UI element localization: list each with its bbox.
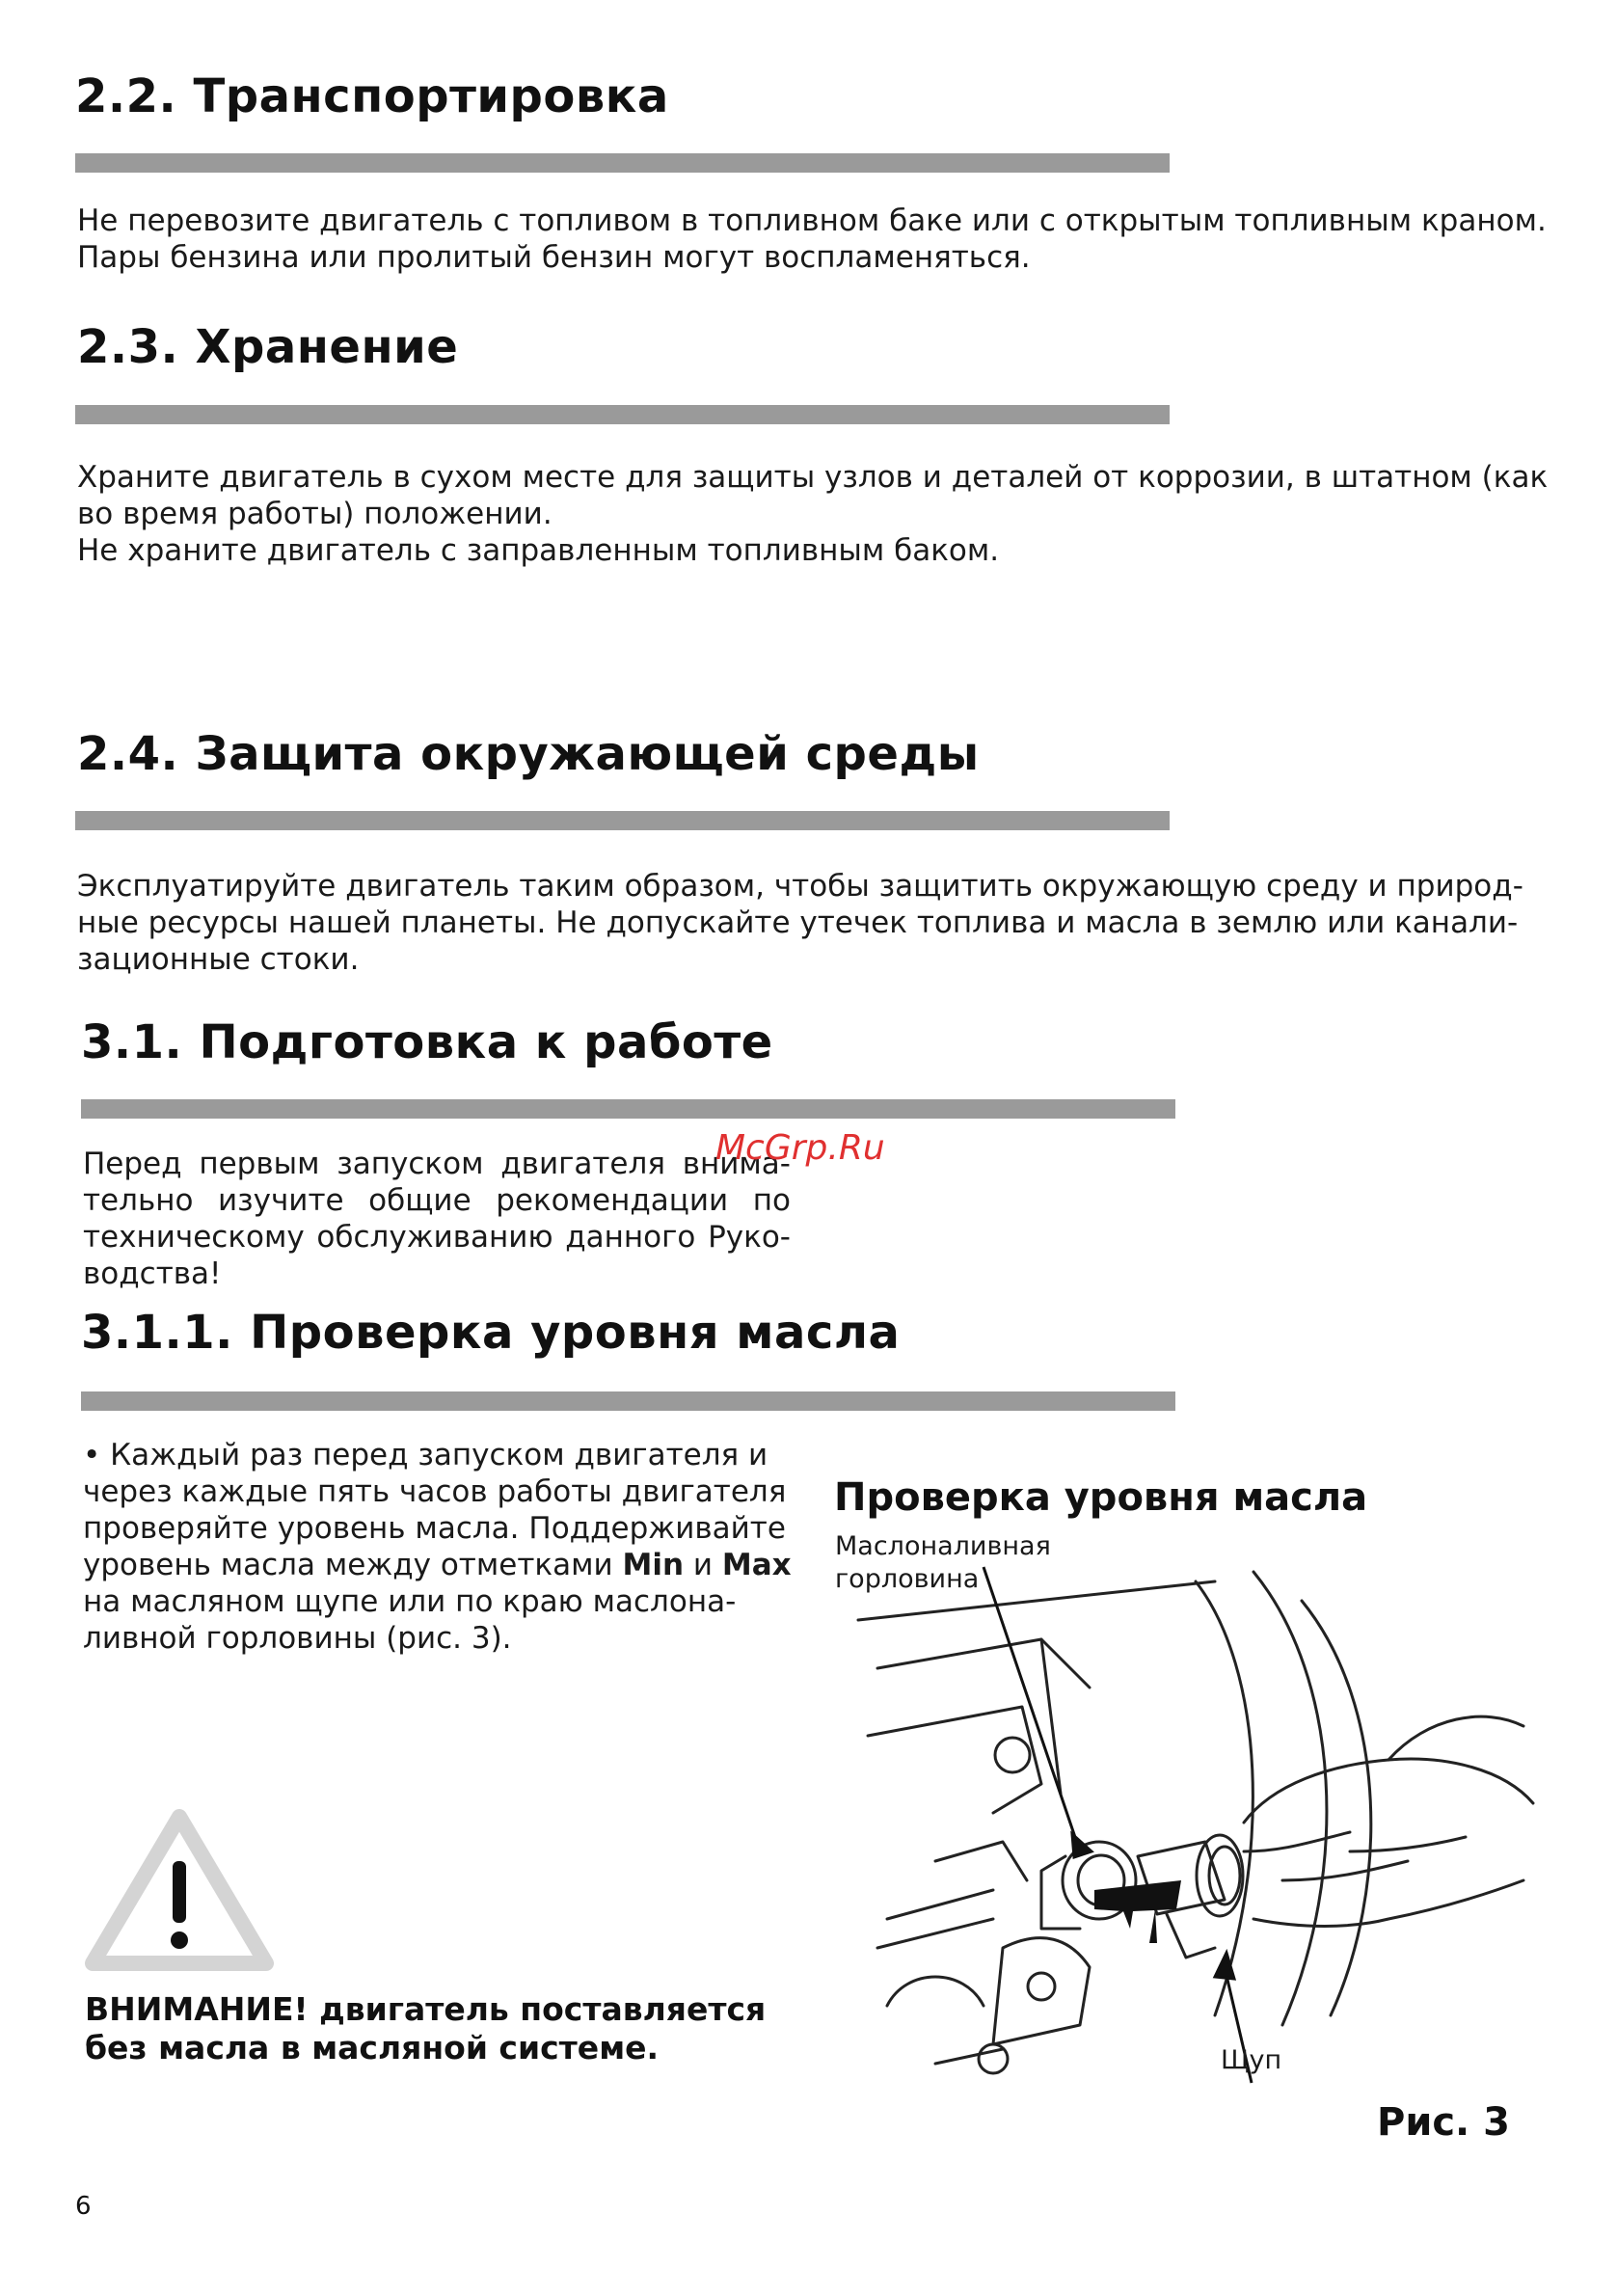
label-line: горловина — [835, 1564, 980, 1594]
text-line: на масляном щупе или по краю маслона- — [83, 1584, 737, 1619]
text-line: тельно изучите общие рекомендации по — [83, 1183, 791, 1218]
heading-preparation: 3.1. Подготовка к работе — [81, 1015, 773, 1069]
min-mark: Min — [622, 1548, 685, 1582]
heading-transport: 2.2. Транспортировка — [75, 69, 669, 123]
text-line: ливной горловины (рис. 3). — [83, 1621, 512, 1656]
heading-underline-bar — [81, 1099, 1175, 1119]
page-number: 6 — [75, 2192, 92, 2221]
heading-underline-bar — [75, 811, 1170, 830]
paragraph-oil-check — [83, 1437, 796, 1657]
figure-title: Проверка уровня масла — [834, 1475, 1368, 1520]
warning-text — [85, 1990, 766, 2067]
text-line: Не перевозите двигатель с топливом в топливном баке или с открытым топливным краном. — [77, 203, 1547, 238]
heading-underline-bar — [75, 405, 1170, 424]
text-line: проверяйте уровень масла. Поддерживайте — [83, 1511, 786, 1546]
heading-environment: 2.4. Защита окружающей среды — [77, 727, 980, 781]
heading-underline-bar — [75, 153, 1170, 173]
heading-oil-check: 3.1.1. Проверка уровня масла — [81, 1306, 901, 1360]
text-fragment: уровень масла между отметками — [83, 1548, 623, 1582]
text-line: Перед первым запуском двигателя внима- — [83, 1147, 791, 1181]
text-line: водства! — [83, 1256, 222, 1291]
paragraph-storage — [77, 459, 1581, 569]
warning-line: ВНИМАНИЕ! двигатель поставляется — [85, 1990, 767, 2028]
paragraph-preparation — [83, 1146, 791, 1292]
text-line: техническому обслуживанию данного Руко- — [83, 1220, 791, 1255]
text-line: Храните двигатель в сухом месте для защиты узлов и деталей от коррозии, в штатном (как — [77, 460, 1549, 495]
label-line: Маслоналивная — [835, 1531, 1051, 1561]
heading-storage: 2.3. Хранение — [77, 320, 459, 374]
figure-label-dipstick: Щуп — [1221, 2045, 1282, 2075]
text-line: Эксплуатируйте двигатель таким образом, чтобы защитить окружающую среду и природ- — [77, 869, 1523, 904]
text-line: через каждые пять часов работы двигателя — [83, 1474, 787, 1509]
text-line: Не храните двигатель с заправленным топливным баком. — [77, 533, 1000, 568]
paragraph-environment — [77, 868, 1581, 978]
warning-triangle-icon — [85, 1809, 274, 1971]
max-mark: Max — [721, 1548, 792, 1582]
heading-underline-bar — [81, 1391, 1175, 1411]
figure-caption: Рис. 3 — [1377, 2100, 1511, 2145]
engine-illustration — [849, 1562, 1543, 2102]
text-line: • Каждый раз перед запуском двигателя и — [83, 1438, 768, 1472]
text-fragment: и — [684, 1548, 722, 1582]
text-line: во время работы) положении. — [77, 497, 552, 531]
text-line: ные ресурсы нашей планеты. Не допускайте утечек топлива и масла в землю или канали- — [77, 905, 1519, 940]
watermark: McGrp.Ru — [715, 1128, 885, 1168]
text-line: зационные стоки. — [77, 942, 360, 977]
text-line: Пары бензина или пролитый бензин могут воспламеняться. — [77, 240, 1031, 275]
paragraph-transport — [77, 203, 1562, 276]
warning-line: без масла в масляной системе. — [85, 2029, 660, 2066]
text-line — [83, 1547, 796, 1583]
